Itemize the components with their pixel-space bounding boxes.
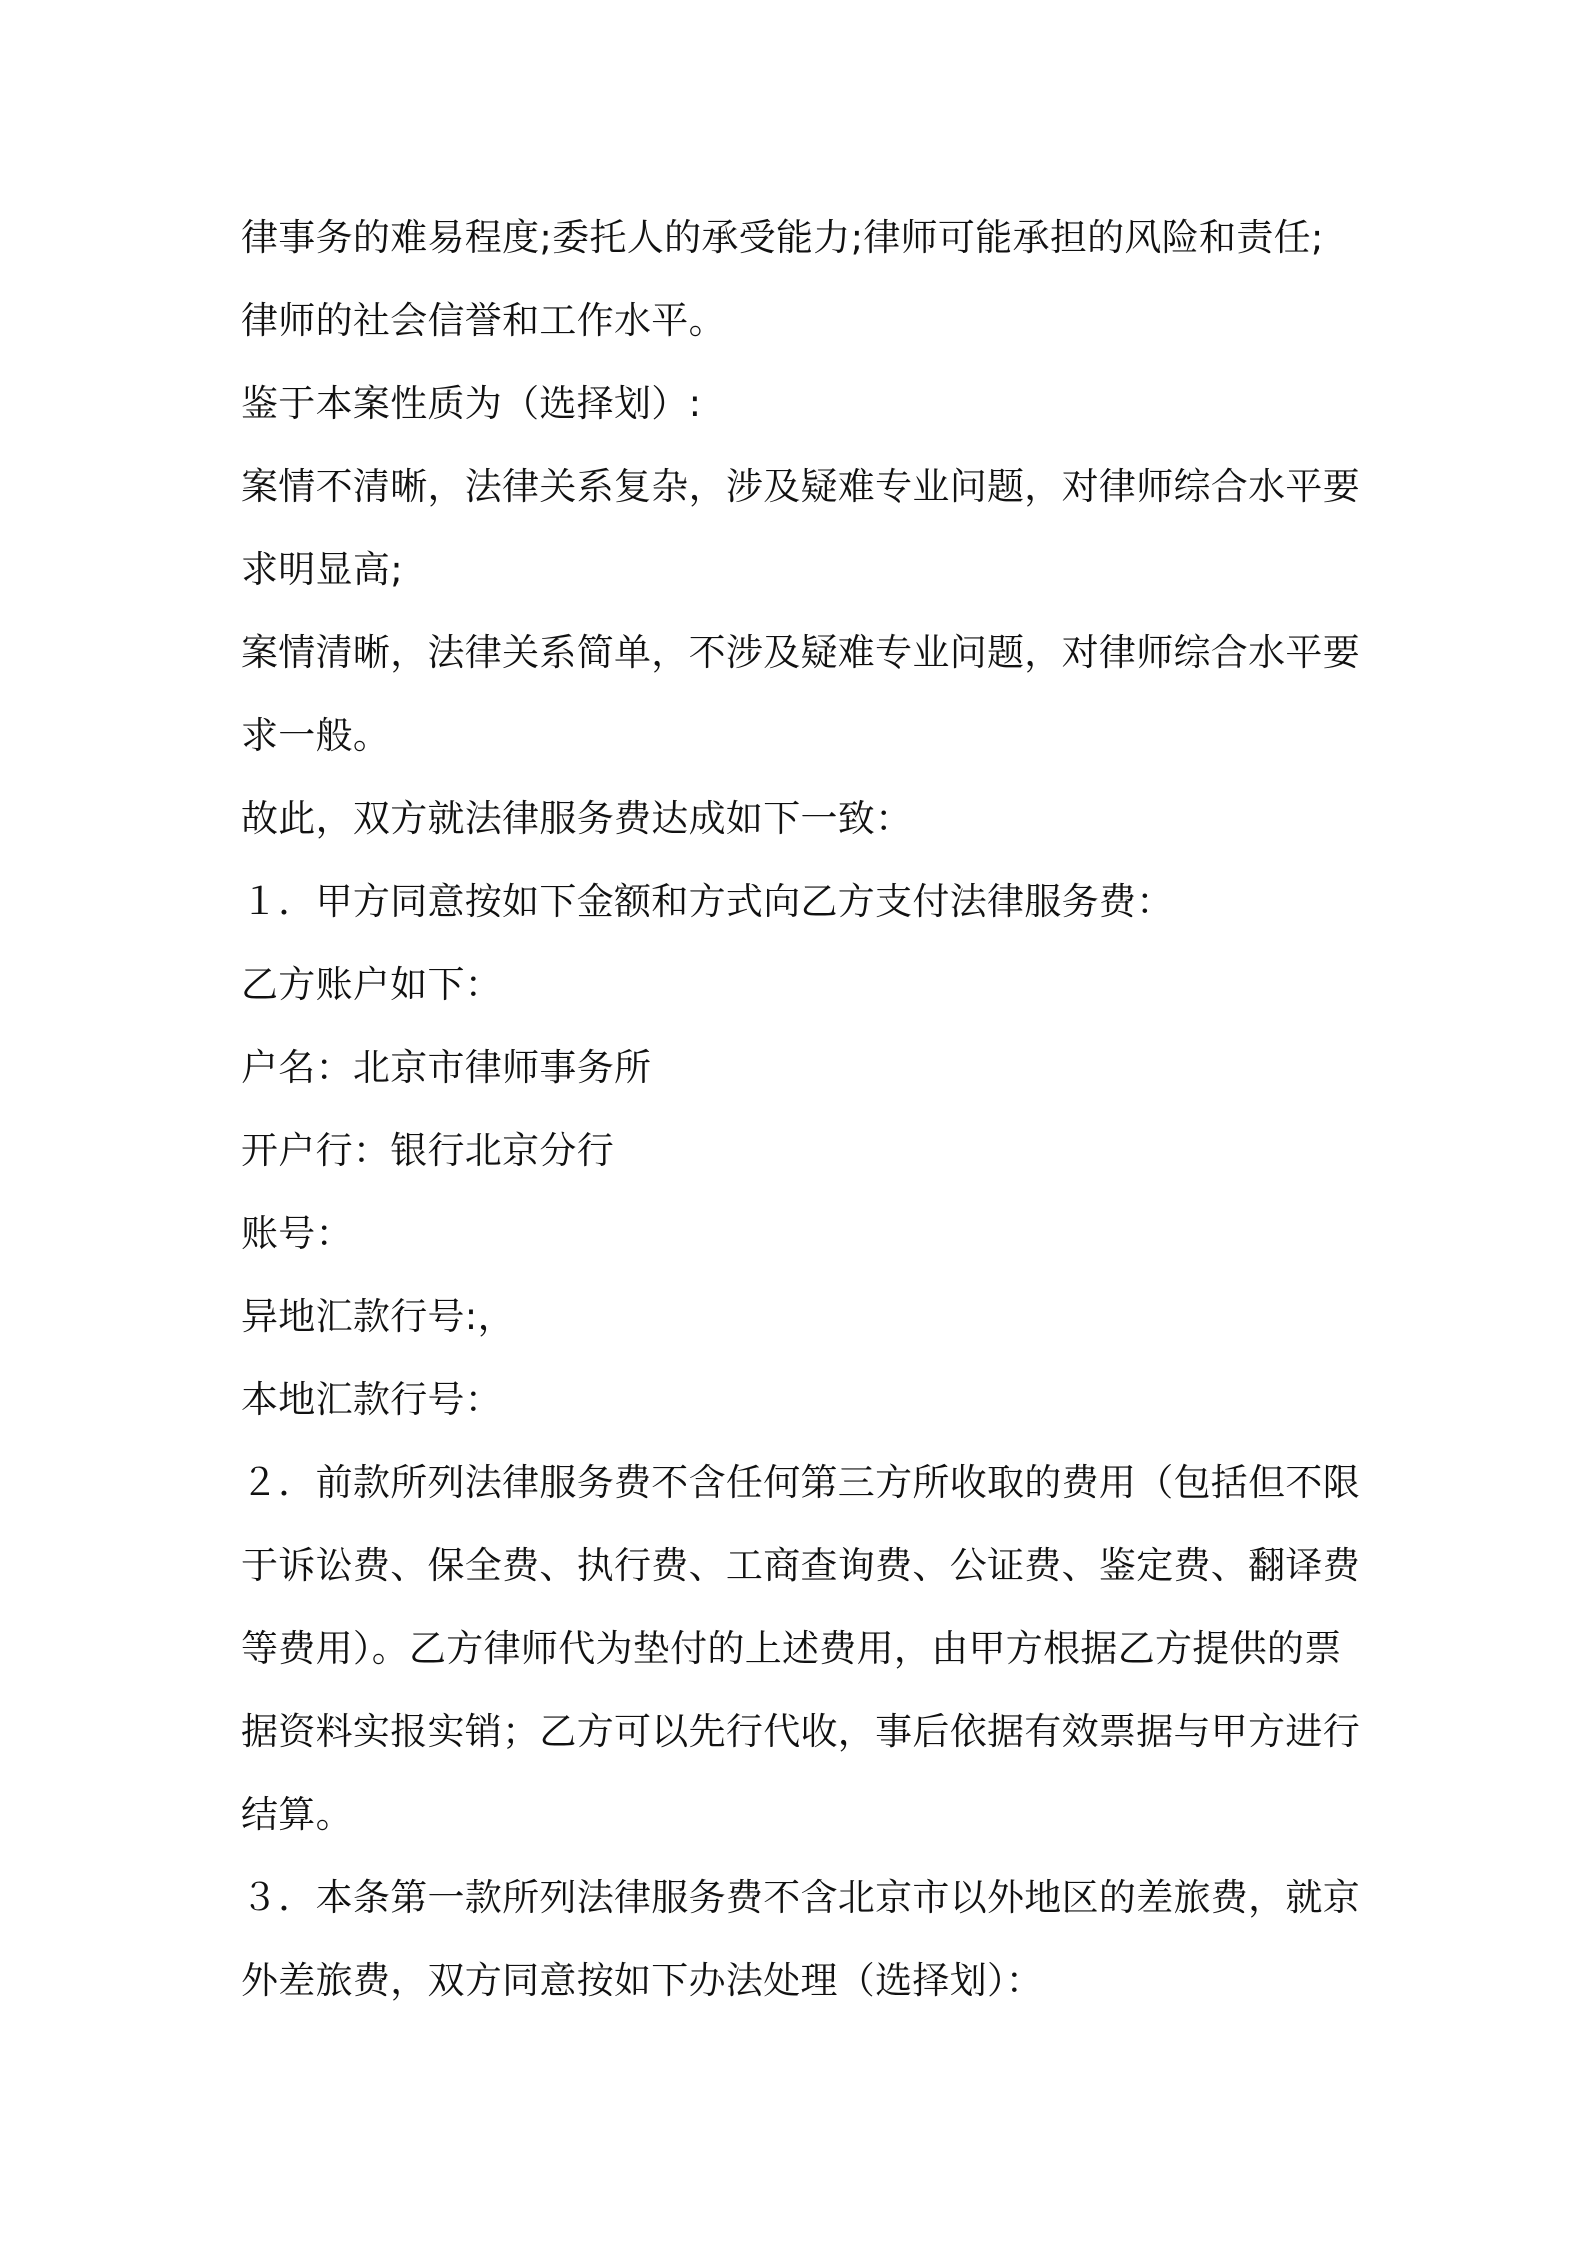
text-line: 外差旅费，双方同意按如下办法处理（选择划）： — [241, 1959, 1044, 2002]
text-line: 案情不清晰，法律关系复杂，涉及疑难专业问题，对律师综合水平要 — [241, 465, 1360, 508]
text-line: 鉴于本案性质为（选择划）: — [241, 382, 702, 425]
text-line: 于诉讼费、保全费、执行费、工商查询费、公证费、鉴定费、翻译费 — [241, 1544, 1360, 1587]
text-line: 乙方账户如下： — [241, 963, 503, 1006]
text-line: 开户行：银行北京分行 — [241, 1129, 614, 1172]
text-line: 等费用）。乙方律师代为垫付的上述费用，由甲方根据乙方提供的票 — [241, 1627, 1342, 1670]
text-line: 异地汇款行号:， — [241, 1295, 515, 1338]
text-line: 求一般。 — [241, 714, 391, 757]
text-line: 账号： — [241, 1212, 353, 1255]
text-line: 故此，双方就法律服务费达成如下一致： — [241, 797, 913, 840]
text-line: １．甲方同意按如下金额和方式向乙方支付法律服务费： — [241, 880, 1174, 923]
text-line: ３．本条第一款所列法律服务费不含北京市以外地区的差旅费，就京 — [241, 1876, 1360, 1919]
text-line: 案情清晰，法律关系简单，不涉及疑难专业问题，对律师综合水平要 — [241, 631, 1360, 674]
text-line: ２．前款所列法律服务费不含任何第三方所收取的费用（包括但不限 — [241, 1461, 1360, 1504]
text-line: 律事务的难易程度;委托人的承受能力;律师可能承担的风险和责任; — [241, 216, 1324, 259]
text-line: 据资料实报实销；乙方可以先行代收，事后依据有效票据与甲方进行 — [241, 1710, 1360, 1753]
text-line: 本地汇款行号： — [241, 1378, 503, 1421]
text-line: 结算。 — [241, 1793, 353, 1836]
text-line: 户名：北京市律师事务所 — [241, 1046, 652, 1089]
document-body — [241, 196, 1361, 2022]
text-line: 求明显高; — [241, 548, 403, 591]
text-line: 律师的社会信誉和工作水平。 — [241, 299, 726, 342]
